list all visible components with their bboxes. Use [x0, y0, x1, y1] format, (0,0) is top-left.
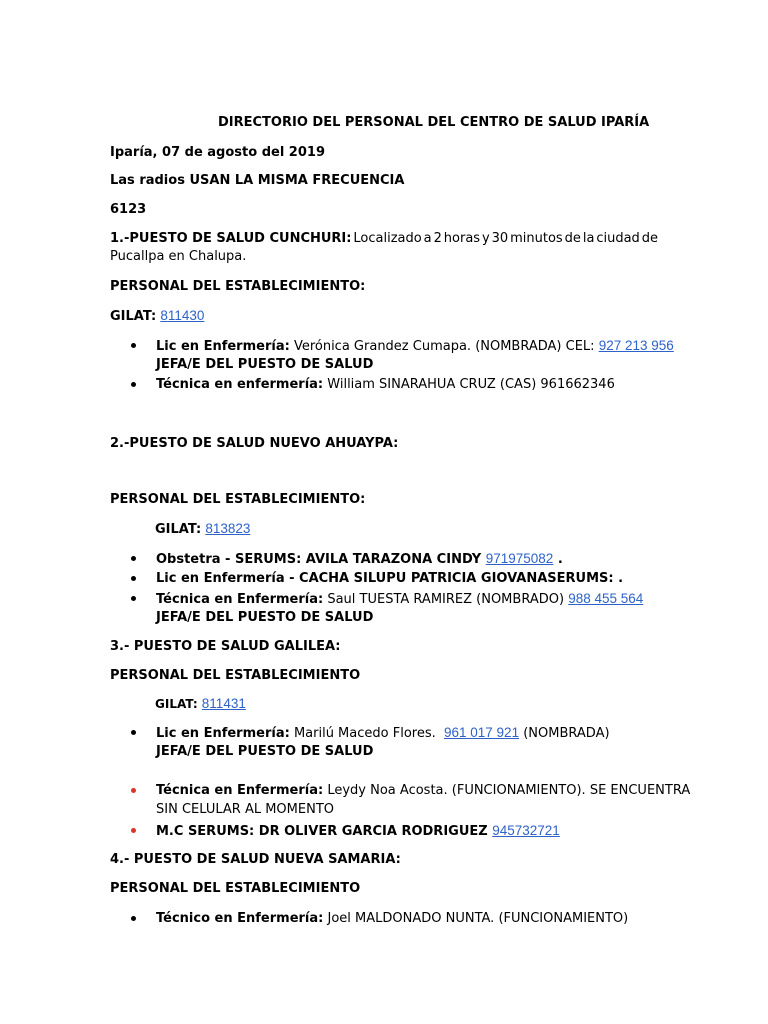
section-1-desc-word: 30: [491, 231, 509, 246]
staff-text: Obstetra - SERUMS: AVILA TARAZONA CINDY: [156, 552, 486, 567]
staff-text: Saul TUESTA RAMIREZ (NOMBRADO): [327, 592, 565, 607]
section-3-heading: 3.- PUESTO DE SALUD GALILEA:: [110, 639, 341, 654]
bullet-icon: [131, 730, 136, 735]
section-1-item-2: [156, 376, 615, 393]
red-bullet-icon: [131, 788, 136, 793]
role-label: Técnica en Enfermería:: [156, 783, 324, 798]
staff-text: M.C SERUMS: DR OLIVER GARCIA RODRIGUEZ: [156, 824, 488, 839]
section-3-item-1: [156, 724, 610, 742]
section-2-personal-heading: PERSONAL DEL ESTABLECIMIENTO:: [110, 492, 366, 507]
section-1-desc-line2: Pucallpa en Chalupa.: [110, 249, 247, 264]
section-1-desc-word: de: [564, 231, 581, 246]
phone-link[interactable]: 927 213 956: [598, 338, 674, 353]
section-1-item-1-role: JEFA/E DEL PUESTO DE SALUD: [156, 357, 374, 372]
section-1-desc-word: horas: [443, 231, 481, 246]
section-2-item-1: [156, 550, 563, 568]
frequency: 6123: [110, 202, 147, 217]
section-3-item-2: [156, 782, 690, 799]
section-3-item-3: [156, 822, 560, 840]
section-4-item-1: [156, 910, 628, 927]
section-3-item-2-line2: SIN CELULAR AL MOMENTO: [156, 802, 334, 817]
section-2-item-3: [156, 590, 643, 608]
staff-text: William SINARAHUA CRUZ (CAS) 961662346: [327, 377, 615, 392]
section-2-item-3-role: JEFA/E DEL PUESTO DE SALUD: [156, 610, 374, 625]
section-1-desc-word: la: [582, 231, 595, 246]
role-label: Técnica en enfermería:: [156, 377, 324, 392]
section-3-item-1-role: JEFA/E DEL PUESTO DE SALUD: [156, 744, 374, 759]
phone-link[interactable]: 988 455 564: [568, 591, 644, 606]
gilat-link[interactable]: 811430: [160, 308, 205, 323]
section-4-heading: 4.- PUESTO DE SALUD NUEVA SAMARIA:: [110, 852, 401, 867]
bullet-icon: [131, 343, 136, 348]
section-1-desc-word: Localizado: [353, 231, 422, 246]
gilat-link[interactable]: 813823: [205, 521, 251, 536]
role-label: Técnico en Enfermería:: [156, 911, 324, 926]
section-3-gilat: [155, 695, 246, 713]
section-1-heading: 1.-PUESTO DE SALUD CUNCHURI:: [110, 231, 352, 246]
radios-line: Las radios USAN LA MISMA FRECUENCIA: [110, 173, 405, 188]
section-1-desc-word: 2: [433, 231, 442, 246]
bullet-icon: [131, 556, 136, 561]
staff-text: Marilú Macedo Flores.: [293, 726, 436, 741]
role-label: Lic en Enfermería:: [156, 726, 290, 741]
section-4-personal-heading: PERSONAL DEL ESTABLECIMIENTO: [110, 881, 361, 896]
phone-link[interactable]: 945732721: [492, 823, 560, 838]
gilat-link[interactable]: 811431: [201, 696, 246, 711]
phone-link[interactable]: 971975082: [485, 551, 554, 566]
section-1-personal-heading: PERSONAL DEL ESTABLECIMIENTO:: [110, 279, 366, 294]
document-title: DIRECTORIO DEL PERSONAL DEL CENTRO DE SALUD IPARÍA: [218, 115, 650, 130]
section-1-item-1: [156, 337, 674, 355]
red-bullet-icon: [131, 828, 136, 833]
gilat-label: GILAT:: [110, 309, 157, 324]
section-1-gilat: [110, 307, 204, 325]
staff-text: Leydy Noa Acosta. (FUNCIONAMIENTO). SE ENCUENTRA: [327, 783, 691, 798]
section-1-desc-word: de: [641, 231, 658, 246]
section-1-desc-word: y: [482, 231, 490, 246]
role-label: Técnica en Enfermería:: [156, 592, 324, 607]
section-1-desc-word: ciudad: [596, 231, 640, 246]
phone-link[interactable]: 961 017 921: [444, 725, 520, 740]
staff-text-tail: (NOMBRADA): [523, 726, 610, 741]
section-2-heading: 2.-PUESTO DE SALUD NUEVO AHUAYPA:: [110, 436, 399, 451]
date-line: Iparía, 07 de agosto del 2019: [110, 145, 325, 160]
section-2-item-2: Lic en Enfermería - CACHA SILUPU PATRICIA GIOVANASERUMS: .: [156, 571, 624, 586]
section-1-desc-word: a: [423, 231, 432, 246]
bullet-icon: [131, 382, 136, 387]
bullet-icon: [131, 576, 136, 581]
staff-text: Joel MALDONADO NUNTA. (FUNCIONAMIENTO): [327, 911, 629, 926]
gilat-label: GILAT:: [155, 522, 202, 537]
gilat-label: GILAT:: [155, 697, 198, 711]
staff-text-tail: .: [553, 552, 563, 567]
section-1-desc-word: minutos: [510, 231, 563, 246]
section-1-heading-line: [110, 230, 658, 247]
role-label: Lic en Enfermería:: [156, 339, 290, 354]
bullet-icon: [131, 596, 136, 601]
section-3-personal-heading: PERSONAL DEL ESTABLECIMIENTO: [110, 668, 361, 683]
bullet-icon: [131, 916, 136, 921]
section-2-gilat: [155, 520, 250, 538]
staff-text: Verónica Grandez Cumapa. (NOMBRADA) CEL:: [293, 339, 595, 354]
